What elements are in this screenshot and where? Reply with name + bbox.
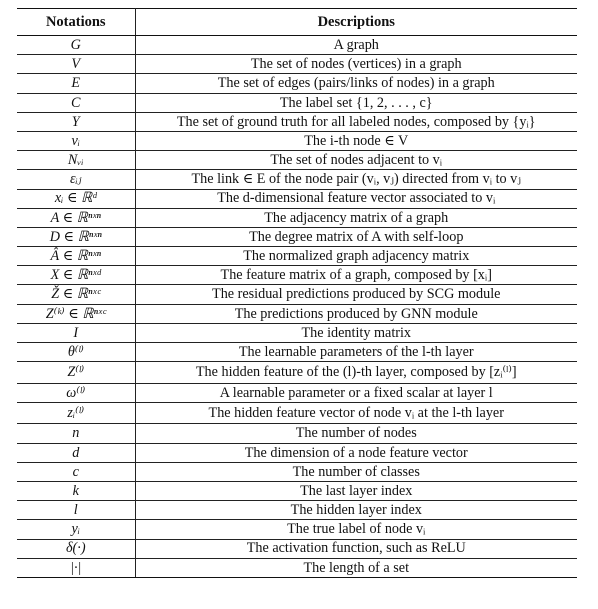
description-cell: The length of a set xyxy=(135,558,577,577)
notation-cell: Ž ∈ ℝⁿˣᶜ xyxy=(17,285,135,304)
notation-cell: Y xyxy=(17,112,135,131)
table-header-row xyxy=(17,9,577,36)
description-cell: The number of classes xyxy=(135,462,577,481)
table-row xyxy=(17,74,577,93)
notation-cell: I xyxy=(17,323,135,342)
table-row xyxy=(17,304,577,323)
table-row xyxy=(17,266,577,285)
table-row xyxy=(17,189,577,208)
description-cell: The dimension of a node feature vector xyxy=(135,443,577,462)
table-row xyxy=(17,481,577,500)
table-row xyxy=(17,323,577,342)
description-cell: The normalized graph adjacency matrix xyxy=(135,247,577,266)
description-cell: The link ∈ E of the node pair (vᵢ, vⱼ) directed from vᵢ to vⱼ xyxy=(135,170,577,189)
description-cell: The label set {1, 2, . . . , c} xyxy=(135,93,577,112)
table-row xyxy=(17,558,577,577)
table-row xyxy=(17,520,577,539)
description-cell: The set of nodes adjacent to vᵢ xyxy=(135,151,577,170)
description-cell: The last layer index xyxy=(135,481,577,500)
notation-cell: n xyxy=(17,424,135,443)
description-cell: The adjacency matrix of a graph xyxy=(135,208,577,227)
notation-cell: A ∈ ℝⁿˣⁿ xyxy=(17,208,135,227)
description-cell: The activation function, such as ReLU xyxy=(135,539,577,558)
description-cell: The degree matrix of A with self-loop xyxy=(135,227,577,246)
table-row xyxy=(17,112,577,131)
table-row xyxy=(17,402,577,424)
description-cell: The feature matrix of a graph, composed by [xᵢ] xyxy=(135,266,577,285)
notation-cell: zᵢ⁽ˡ⁾ xyxy=(17,402,135,424)
notation-cell: Â ∈ ℝⁿˣⁿ xyxy=(17,247,135,266)
table-row xyxy=(17,170,577,189)
table-row xyxy=(17,55,577,74)
table-row xyxy=(17,383,577,402)
notation-cell: d xyxy=(17,443,135,462)
description-cell: A graph xyxy=(135,36,577,55)
table-row xyxy=(17,93,577,112)
description-cell: The learnable parameters of the l-th layer xyxy=(135,343,577,362)
description-cell: The set of nodes (vertices) in a graph xyxy=(135,55,577,74)
notation-cell: c xyxy=(17,462,135,481)
table-row xyxy=(17,285,577,304)
table-row xyxy=(17,462,577,481)
description-cell: The predictions produced by GNN module xyxy=(135,304,577,323)
description-cell: The identity matrix xyxy=(135,323,577,342)
description-cell: A learnable parameter or a fixed scalar at layer l xyxy=(135,383,577,402)
notation-cell: ω⁽ˡ⁾ xyxy=(17,383,135,402)
description-cell: The d-dimensional feature vector associated to vᵢ xyxy=(135,189,577,208)
notation-cell: E xyxy=(17,74,135,93)
notation-cell: l xyxy=(17,501,135,520)
table-row xyxy=(17,151,577,170)
notation-cell: xᵢ ∈ ℝᵈ xyxy=(17,189,135,208)
description-cell: The set of edges (pairs/links of nodes) in a graph xyxy=(135,74,577,93)
notation-cell: X ∈ ℝⁿˣᵈ xyxy=(17,266,135,285)
table-row xyxy=(17,362,577,384)
descriptions-column-header: Descriptions xyxy=(135,9,577,36)
description-cell: The number of nodes xyxy=(135,424,577,443)
table-row xyxy=(17,539,577,558)
notation-cell: k xyxy=(17,481,135,500)
notation-cell: V xyxy=(17,55,135,74)
notation-table-container xyxy=(17,8,577,578)
description-cell: The true label of node vᵢ xyxy=(135,520,577,539)
notation-table xyxy=(17,8,577,578)
notation-cell: Z⁽ˡ⁾ xyxy=(17,362,135,384)
table-row xyxy=(17,131,577,150)
notations-column-header: Notations xyxy=(17,9,135,36)
description-cell: The i-th node ∈ V xyxy=(135,131,577,150)
description-cell: The residual predictions produced by SCG module xyxy=(135,285,577,304)
table-row xyxy=(17,343,577,362)
notation-cell: θ⁽ˡ⁾ xyxy=(17,343,135,362)
table-row xyxy=(17,208,577,227)
table-row xyxy=(17,227,577,246)
description-cell: The hidden feature of the (l)-th layer, composed by [zᵢ⁽ˡ⁾] xyxy=(135,362,577,384)
notation-cell: Z⁽ᵏ⁾ ∈ ℝⁿˣᶜ xyxy=(17,304,135,323)
notation-cell: yᵢ xyxy=(17,520,135,539)
notation-cell: δ(·) xyxy=(17,539,135,558)
description-cell: The set of ground truth for all labeled nodes, composed by {yᵢ} xyxy=(135,112,577,131)
table-row xyxy=(17,443,577,462)
notation-cell: D ∈ ℝⁿˣⁿ xyxy=(17,227,135,246)
notation-cell: vᵢ xyxy=(17,131,135,150)
notation-cell: C xyxy=(17,93,135,112)
notation-cell: |·| xyxy=(17,558,135,577)
table-row xyxy=(17,247,577,266)
notation-cell: G xyxy=(17,36,135,55)
table-row xyxy=(17,424,577,443)
table-row xyxy=(17,501,577,520)
notation-cell: εᵢⱼ xyxy=(17,170,135,189)
notation-cell: Nᵥᵢ xyxy=(17,151,135,170)
table-body xyxy=(17,36,577,578)
description-cell: The hidden feature vector of node vᵢ at the l-th layer xyxy=(135,402,577,424)
description-cell: The hidden layer index xyxy=(135,501,577,520)
table-row xyxy=(17,36,577,55)
